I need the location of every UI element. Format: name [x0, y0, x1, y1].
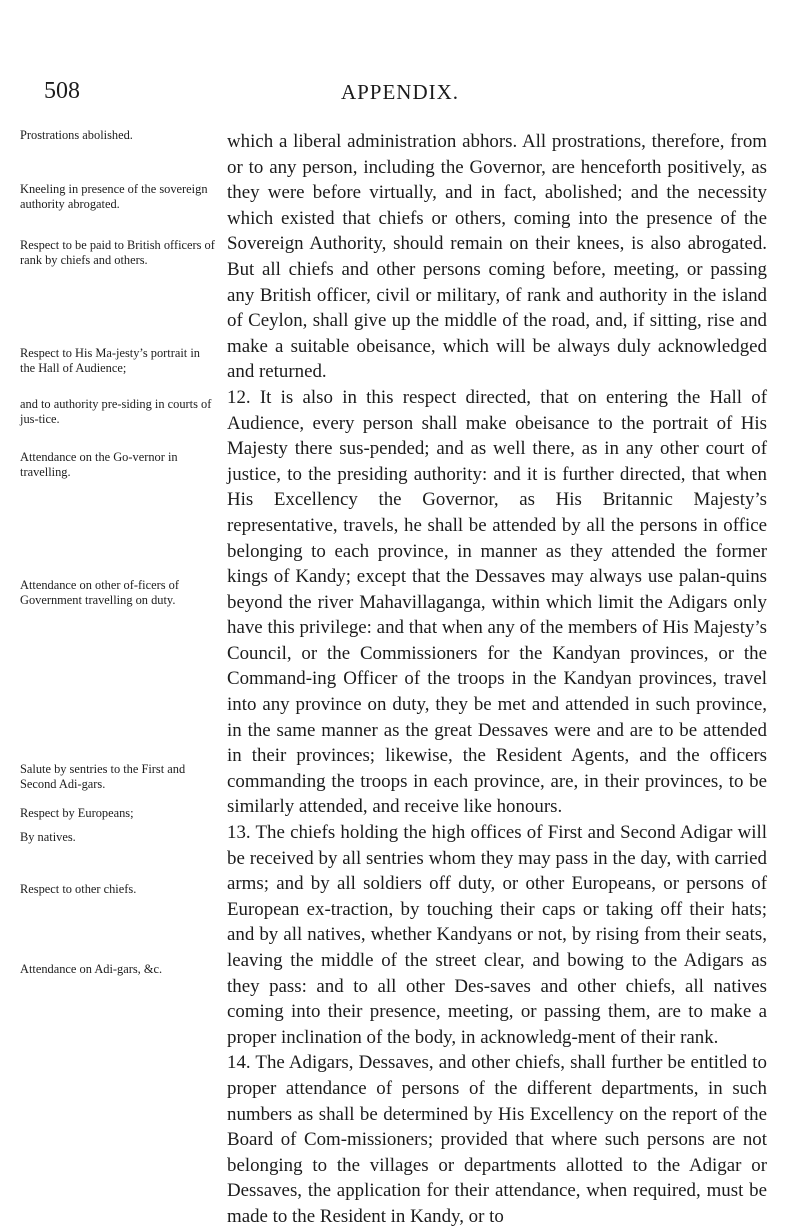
marginal-note: Respect to other chiefs.	[20, 882, 137, 896]
marginal-note: Respect to be paid to British officers of rank by chiefs and others.	[20, 238, 215, 267]
marginal-note: Salute by sentries to the First and Second Adi-gars.	[20, 762, 186, 791]
running-head: APPENDIX.	[340, 80, 460, 104]
marginal-note: Prostrations abolished.	[20, 128, 133, 142]
marginal-note: Attendance on other of-ficers of Government travelling on duty.	[20, 578, 179, 607]
body-text	[227, 129, 767, 1230]
paragraph: which a liberal administration abhors. All prostrations, therefore, from or to any person, including the Governor, are henceforth positively, as they were before virtually, and in fact, abolished; and the necessity which existed that chiefs or others, coming into the presence of the Sovereign Authority, should remain on their knees, is also abrogated. But all chiefs and other persons coming before, meeting, or passing any British officer, civil or military, of rank and authority in the island of Ceylon, shall give up the middle of the road, and, if sitting, rise and make a suitable obeisance, which will be always duly acknowledged and returned.	[227, 131, 767, 383]
marginal-note: and to authority pre-siding in courts of jus-tice.	[20, 397, 212, 426]
paragraph: 13. The chiefs holding the high offices of First and Second Adigar will be received by all sentries whom they may pass in the day, with carried arms; and by all soldiers off duty, or other Europeans, or persons of European ex-traction, by touching their caps or taking off their hats; and by all natives, whether Kandyans or not, by rising from their seats, leaving the middle of the street clear, and bowing to the Adigars as they pass: and to all other Des-saves and other chiefs, all natives coming into their presence, meeting, or passing them, are to make a proper inclination of the body, in acknowledg-ment of their rank.	[227, 822, 767, 1048]
page-number: 508	[44, 78, 80, 104]
marginal-note: Kneeling in presence of the sovereign authority abrogated.	[20, 182, 208, 211]
paragraph: 14. The Adigars, Dessaves, and other chiefs, shall further be entitled to proper attendance of persons of the different departments, in such numbers as shall be determined by His Excellency on the report of the Board of Com-missioners; provided that where such persons are not belonging to the villages or departments allotted to the Adigar or Dessaves, the application for their attendance, when required, must be made to the Resident in Kandy, or to	[227, 1052, 767, 1227]
marginal-note: Attendance on Adi-gars, &c.	[20, 962, 163, 976]
marginal-note: Respect by Europeans;	[20, 806, 134, 820]
marginal-note: Respect to His Ma-jesty’s portrait in the Hall of Audience;	[20, 346, 200, 375]
marginal-note: Attendance on the Go-vernor in travelling.	[20, 450, 178, 479]
paragraph: 12. It is also in this respect directed, that on entering the Hall of Audience, every person shall make obeisance to the portrait of His Majesty there sus-pended; and as well there, as in any other court of justice, to the presiding authority: and it is further directed, that when His Excellency the Governor, as His Britannic Majesty’s representative, travels, he shall be attended by all the persons in office belonging to each province, in manner as they attended the former kings of Kandy; except that the Dessaves may always use palan-quins beyond the river Mahavillaganga, within which limit the Adigars only have this privilege: and that when any of the members of His Majesty’s Council, or the Commissioners for the Kandyan provinces, or the Command-ing Officer of the troops in the Kandyan provinces, travel into any province on duty, they be met and attended in such province, in the same manner as the great Dessaves were and are to be attended in their provinces; likewise, the Resident Agents, and the officers commanding the troops in each province, are, in their provinces, to be similarly attended, and receive like honours.	[227, 386, 767, 818]
marginal-note: By natives.	[20, 830, 76, 844]
